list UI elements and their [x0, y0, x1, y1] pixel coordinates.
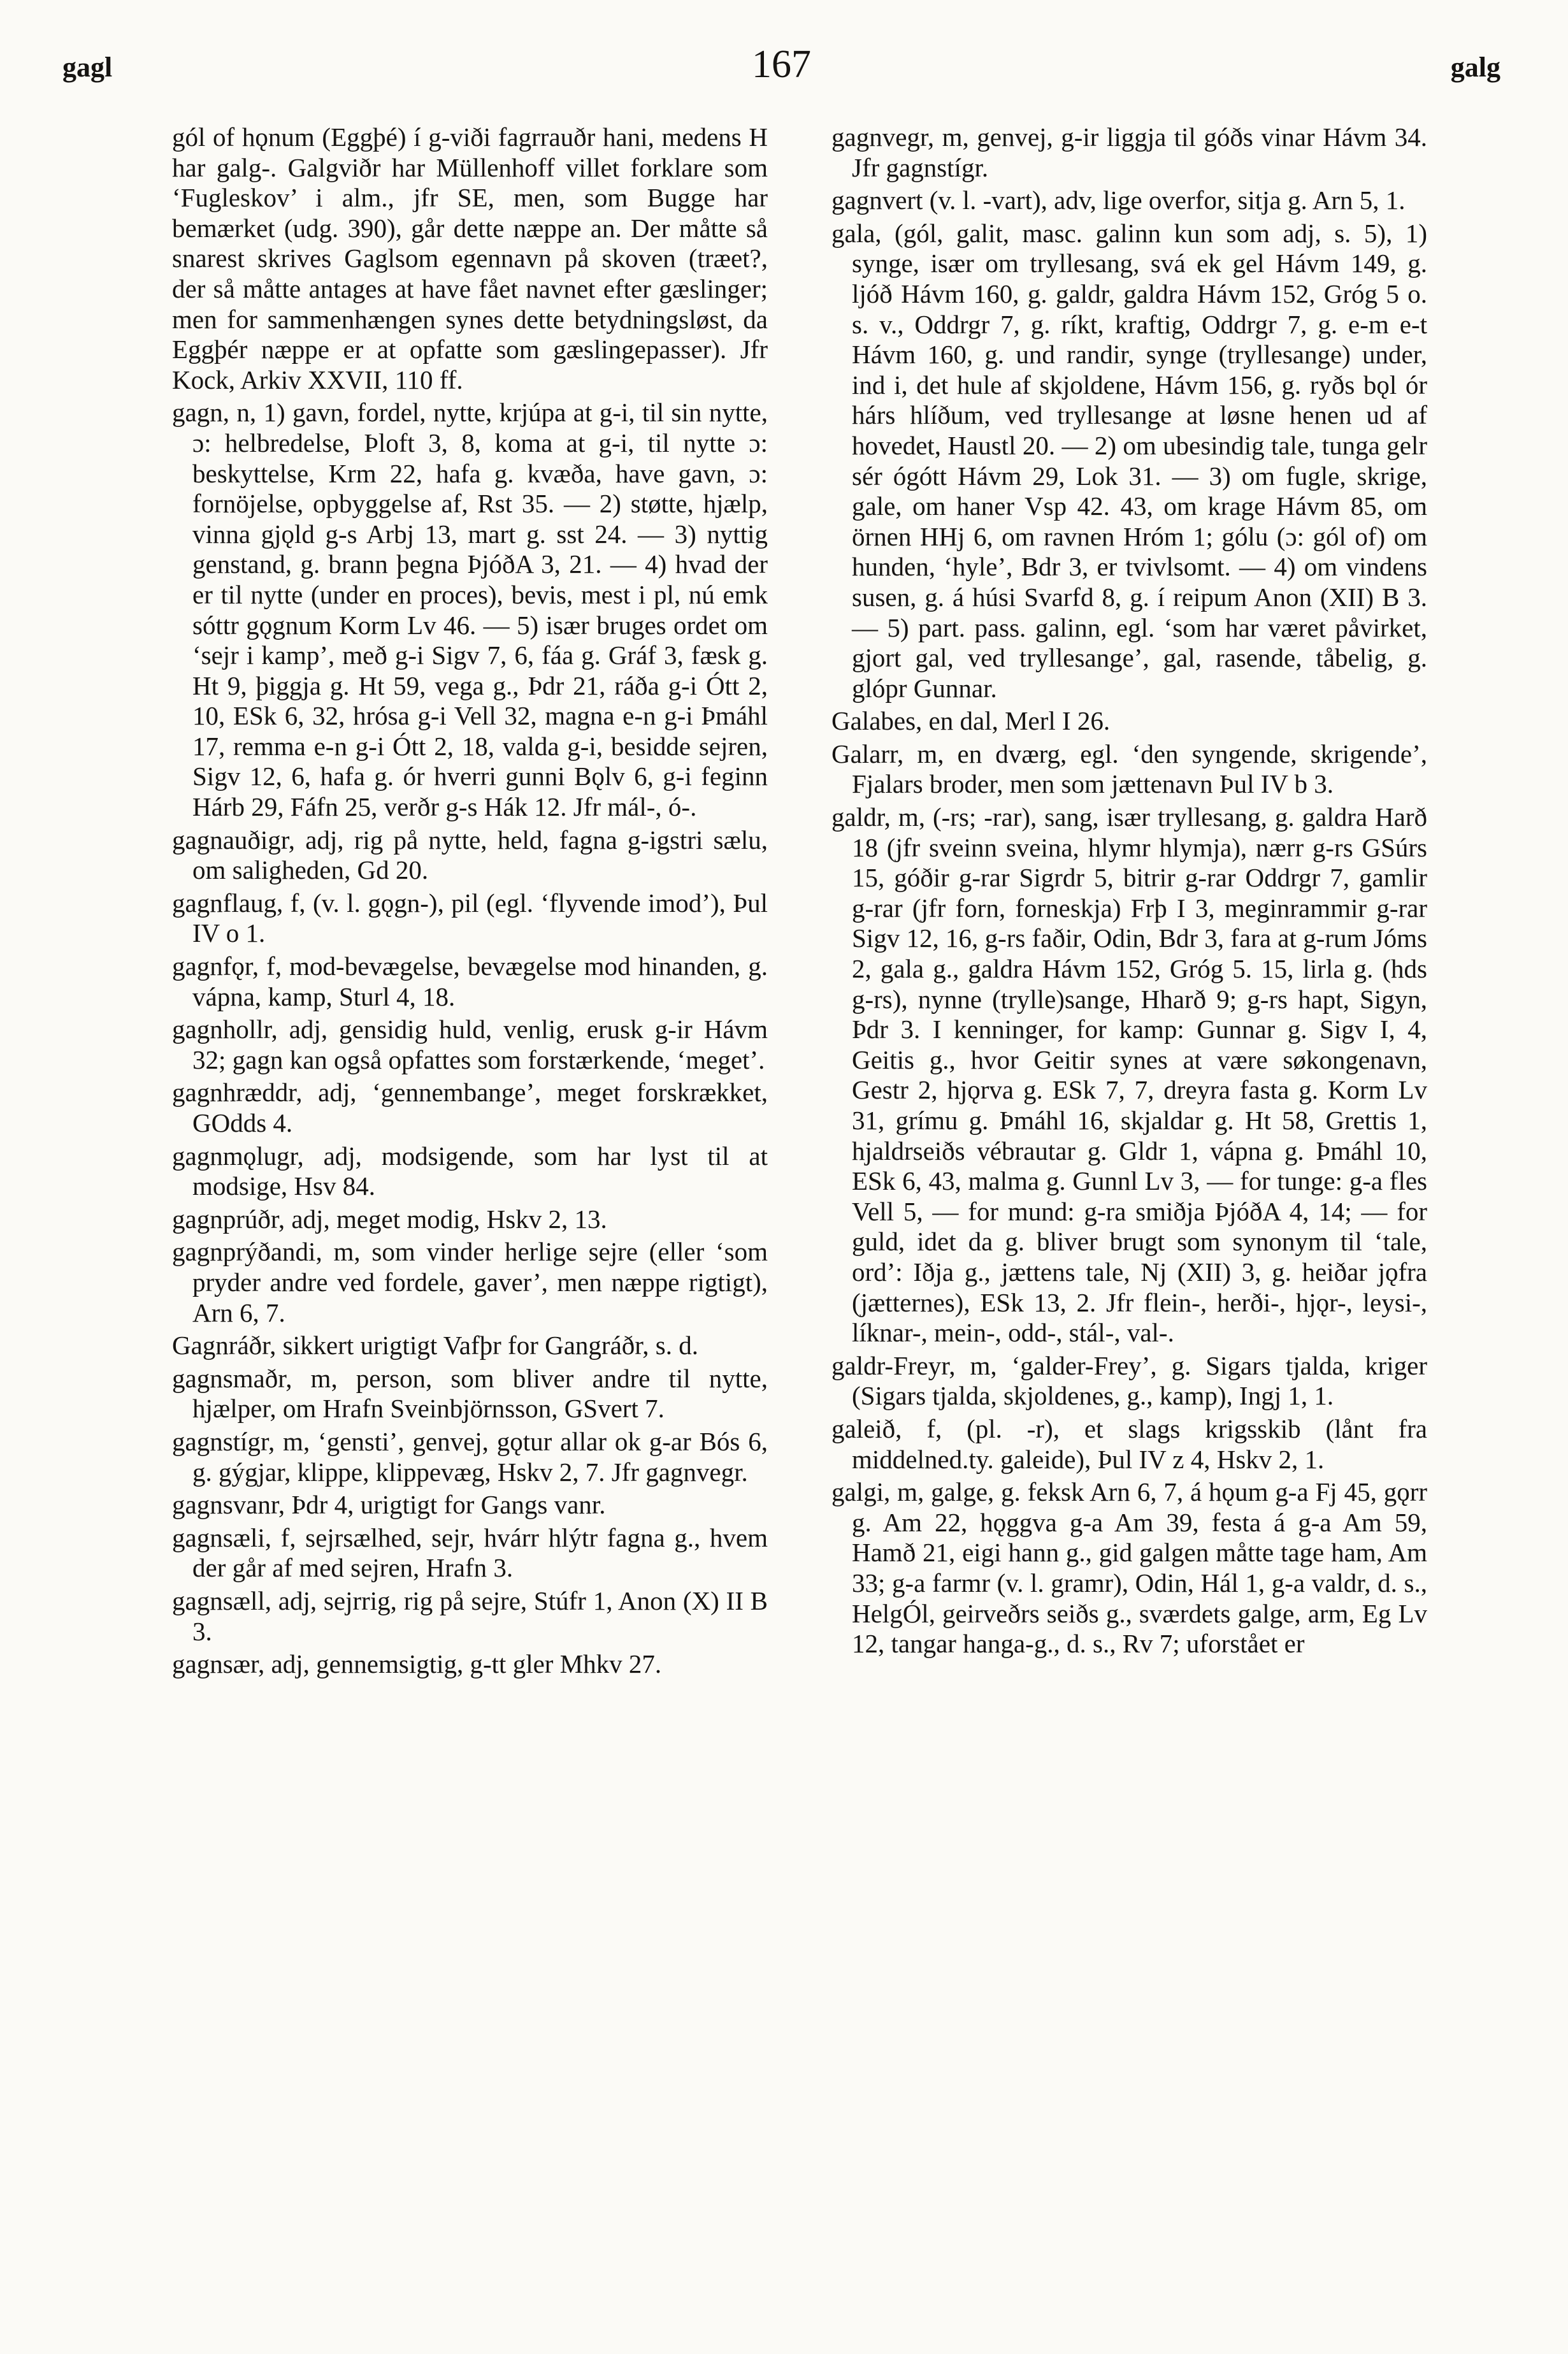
dictionary-entry: gagnsmaðr, m, person, som bliver andre til nytte, hjælper, om Hrafn Sveinbjörnsson, GSvert 7. [172, 1363, 768, 1424]
page-number: 167 [752, 43, 811, 86]
dictionary-entry: gagnstígr, m, ‘gensti’, genvej, gǫtur allar ok g-ar Bós 6, g. gýgjar, klippe, klippevæg, Hskv 2, 7. Jfr gagnvegr. [172, 1426, 768, 1487]
dictionary-entry: gagnhræddr, adj, ‘gennembange’, meget forskrækket, GOdds 4. [172, 1078, 768, 1137]
page-header [0, 0, 1568, 127]
dictionary-entry: gagnvegr, m, genvej, g-ir liggja til góðs vinar Hávm 34. Jfr gagnstígr. [831, 122, 1427, 182]
dictionary-entry: gala, (gól, galit, masc. galinn kun som adj, s. 5), 1) synge, især om tryllesang, svá ek gel Hávm 149, g. ljóð Hávm 160, g. galdr, galdra Hávm 152, Gróg 5 o. s. v., Oddrgr 7, g. ríkt, kraftig, Oddrgr 7, g. e-m e-t Hávm 160, g. und randir, synge (tryllesange) under, ind i, det hule af skjoldene, Hávm 156, g. ryðs bǫl ór hárs hlíðum, ved tryllesange at løsne henen ud af hovedet, Haustl 20. — 2) om ubesindig tale, tunga gelr sér ógótt Hávm 29, Lok 31. — 3) om fugle, skrige, gale, om haner Vsp 42. 43, om krage Hávm 85, om örnen HHj 6, om ravnen Hróm 1; gólu (ɔ: gól of) om hunden, ‘hyle’, Bdr 3, er tvivlsomt. — 4) om vindens susen, g. á húsi Svarfd 8, g. í reipum Anon (XII) B 3. — 5) part. pass. galinn, egl. ‘som har været påvirket, gjort gal, ved tryllesange’, gal, rasende, tåbelig, g. glópr Gunnar. [831, 218, 1427, 703]
dictionary-entry: gagnflaug, f, (v. l. gǫgn-), pil (egl. ‘flyvende imod’), Þul IV o 1. [172, 888, 768, 948]
dictionary-entry: gagnvert (v. l. -vart), adv, lige overfor, sitja g. Arn 5, 1. [831, 185, 1406, 215]
dictionary-entry: gagnprúðr, adj, meget modig, Hskv 2, 13. [172, 1204, 607, 1234]
dictionary-entry: gagnprýðandi, m, som vinder herlige sejre (eller ‘som pryder andre ved fordele, gaver’, men næppe rigtigt), Arn 6, 7. [172, 1237, 768, 1327]
dictionary-entry: gagnsvanr, Þdr 4, urigtigt for Gangs vanr. [172, 1490, 606, 1520]
right-column [831, 122, 1427, 2327]
dictionary-entry: gagnsær, adj, gennemsigtig, g-tt gler Mhkv 27. [172, 1649, 662, 1679]
dictionary-entry: Galabes, en dal, Merl I 26. [831, 706, 1111, 736]
dictionary-entry: Galarr, m, en dværg, egl. ‘den syngende, skrigende’, Fjalars broder, men som jættenavn Þul IV b 3. [831, 739, 1427, 799]
dictionary-entry: gagnsæli, f, sejrsælhed, sejr, hvárr hlýtr fagna g., hvem der går af med sejren, Hrafn 3. [172, 1522, 768, 1583]
dictionary-entry: gagnmǫlugr, adj, modsigende, som har lyst til at modsige, Hsv 84. [172, 1141, 768, 1201]
dictionary-entry: galdr, m, (-rs; -rar), sang, især tryllesang, g. galdra Harð 18 (jfr sveinn sveina, hlymr hlymja), nærr g-rs GSúrs 15, góðir g-rar Sigrdr 5, bitrir g-rar Oddrgr 7, gamlir g-rar (jfr forn, forneskja) Frþ I 3, meginrammir g-rar Sigv 12, 16, g-rs faðir, Odin, Bdr 3, fara at g-rum Jóms 2, gala g., galdra Hávm 152, Gróg 5. 15, lirla g. (hds g-rs), nynne (trylle)sange, Hharð 9; g-rs hapt, Sigyn, Þdr 3. I kenninger, for kamp: Gunnar g. Sigv I, 4, Geitis g., hvor Geitir synes at være søkongenavn, Gestr 2, hjǫrva g. ESk 7, 7, dreyra fasta g. Korm Lv 31, grímu g. Þmáhl 16, skjaldar g. Ht 58, Grettis 1, hjaldrseiðs vébrautar g. Gldr 1, vápna g. Þmáhl 10, ESk 6, 43, malma g. Gunnl Lv 3, — for tunge: g-a fles Vell 5, — for mund: g-ra smiðja ÞjóðA 4, 14; — for guld, idet da g. bliver brugt som synonym til ‘tale, ord’: Iðja g., jættens tale, Nj (XII) 3, g. heiðar jǫfra (jætternes), ESk 13, 2. Jfr flein-, herði-, hjǫr-, leysi-, líknar-, mein-, odd-, stál-, val-. [831, 802, 1427, 1348]
left-column [172, 122, 768, 2327]
dictionary-entry: gagnsæll, adj, sejrrig, rig på sejre, Stúfr 1, Anon (X) II B 3. [172, 1585, 768, 1646]
dictionary-entry: gagnhollr, adj, gensidig huld, venlig, erusk g-ir Hávm 32; gagn kan også opfattes som forstærkende, ‘meget’. [172, 1015, 768, 1074]
dictionary-entry: gagnauðigr, adj, rig på nytte, held, fagna g-igstri sælu, om saligheden, Gd 20. [172, 825, 768, 885]
dictionary-entry: galeið, f, (pl. -r), et slags krigsskib (lånt fra middelned.ty. galeide), Þul IV z 4, Hskv 2, 1. [831, 1413, 1427, 1474]
dictionary-entry: Gagnráðr, sikkert urigtigt Vafþr for Gangráðr, s. d. [172, 1331, 698, 1361]
dictionary-entry: gól of hǫnum (Eggþé) í g-viði fagrrauðr hani, medens H har galg-. Galgviðr har Müllenhoff villet forklare som ‘Fugleskov’ i alm., jfr SE, men, som Bugge har bemærket (udg. 390), går dette næppe an. Der måtte så snarest skrives Gaglsom egennavn på skoven (træet?, der så måtte antages at have fået navnet efter gæslinger; men for sammenhængen synes dette betydningsløst, da Eggþér næppe er at opfatte som gæslingepasser). Jfr Kock, Arkiv XXVII, 110 ff. [172, 122, 768, 394]
dictionary-entry: gagnfǫr, f, mod-bevægelse, bevægelse mod hinanden, g. vápna, kamp, Sturl 4, 18. [172, 951, 768, 1011]
dictionary-entry: galdr-Freyr, m, ‘galder-Frey’, g. Sigars tjalda, kriger (Sigars tjalda, skjoldenes, g., kamp), Ingj 1, 1. [831, 1350, 1427, 1411]
dictionary-entry: gagn, n, 1) gavn, fordel, nytte, krjúpa at g-i, til sin nytte, ɔ: helbredelse, Þloft 3, 8, koma at g-i, til nytte ɔ: beskyttelse, Krm 22, hafa g. kvæða, have gavn, ɔ: fornöjelse, opbyggelse af, Rst 35. — 2) støtte, hjælp, vinna gjǫld g-s Arbj 13, mart g. sst 24. — 3) nyttig genstand, g. brann þegna ÞjóðA 3, 21. — 4) hvad der er til nytte (under en proces), bevis, mest i pl, nú emk sóttr gǫgnum Korm Lv 46. — 5) især bruges ordet om ‘sejr i kamp’, með g-i Sigv 7, 6, fáa g. Gráf 3, fæsk g. Ht 9, þiggja g. Ht 59, vega g., Þdr 21, ráða g-i Ótt 2, 10, ESk 6, 32, hrósa g-i Vell 32, magna e-n g-i Þmáhl 17, remma e-n g-i Ótt 2, 18, valda g-i, besidde sejren, Sigv 12, 6, hafa g. ór hverri gunni Bǫlv 6, g-i feginn Hárb 29, Fáfn 25, verðr g-s Hák 12. Jfr mál-, ó-. [172, 398, 768, 822]
dictionary-entry: galgi, m, galge, g. feksk Arn 6, 7, á hǫum g-a Fj 45, gǫrr g. Am 22, hǫggva g-a Am 39, festa á g-a Am 59, Hamð 21, eigi hann g., gid galgen måtte tage ham, Am 33; g-a farmr (v. l. gramr), Odin, Hál 1, g-a valdr, d. s., HelgÓl, geirveðrs seiðs g., sværdets galge, arm, Eg Lv 12, tangar hanga-g., d. s., Rv 7; uforstået er [831, 1477, 1427, 1659]
right-guide-word: galg [1450, 52, 1500, 83]
left-guide-word: gagl [62, 52, 113, 83]
